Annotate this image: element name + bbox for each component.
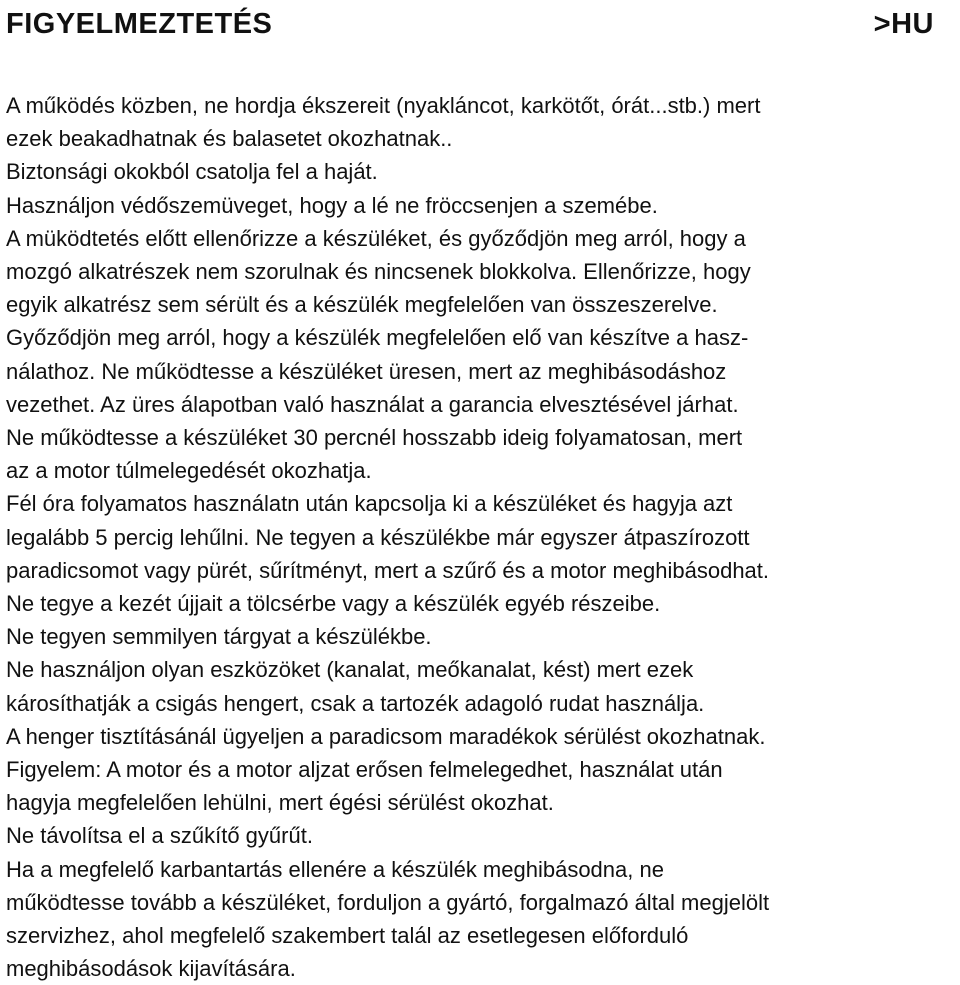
text-line: egyik alkatrész sem sérült és a készülék megfelelően van összeszerelve. (6, 292, 718, 318)
page-header (6, 4, 934, 44)
text-line: Ne használjon olyan eszközöket (kanalat, meőkanalat, kést) mert ezek (6, 657, 694, 683)
page-title: FIGYELMEZTETÉS (6, 7, 273, 40)
warning-text (6, 89, 956, 985)
text-line: Ne tegye a kezét újjait a tölcsérbe vagy a készülék egyéb részeibe. (6, 591, 661, 617)
text-line: hagyja megfelelően lehülni, mert égési sérülést okozhat. (6, 790, 554, 816)
text-line: Ha a megfelelő karbantartás ellenére a készülék meghibásodna, ne (6, 856, 664, 882)
text-line: ezek beakadhatnak és balasetet okozhatnak.. (6, 126, 453, 152)
text-line: Használjon védőszemüveget, hogy a lé ne fröccsenjen a szemébe. (6, 192, 658, 218)
text-line: A müködtetés előtt ellenőrizze a készüléket, és győződjön meg arról, hogy a (6, 225, 746, 251)
text-line: Ne távolítsa el a szűkítő gyűrűt. (6, 823, 313, 849)
text-line: vezethet. Az üres álapotban való használat a garancia elvesztésével járhat. (6, 391, 739, 417)
text-line: mozgó alkatrészek nem szorulnak és nincsenek blokkolva. Ellenőrizze, hogy (6, 259, 751, 285)
text-line: Fél óra folyamatos használatn után kapcsolja ki a készüléket és hagyja azt (6, 491, 733, 517)
text-line: paradicsomot vagy pürét, sűrítményt, mert a szűrő és a motor meghibásodhat. (6, 557, 770, 583)
text-line: Ne működtesse a készüléket 30 percnél hosszabb ideig folyamatosan, mert (6, 425, 743, 451)
text-line: szervizhez, ahol megfelelő szakembert talál az esetlegesen előforduló (6, 923, 689, 949)
text-line: az a motor túlmelegedését okozhatja. (6, 458, 372, 484)
text-line: Ne tegyen semmilyen tárgyat a készülékbe. (6, 624, 432, 650)
text-line: Biztonsági okokból csatolja fel a haját. (6, 159, 378, 185)
text-line: meghibásodások kijavítására. (6, 956, 296, 982)
text-line: Figyelem: A motor és a motor aljzat erősen felmelegedhet, használat után (6, 757, 723, 783)
text-line: legalább 5 percig lehűlni. Ne tegyen a készülékbe már egyszer átpaszírozott (6, 524, 750, 550)
text-line: A működés közben, ne hordja ékszereit (nyakláncot, karkötőt, órát...stb.) mert (6, 93, 761, 118)
text-line: károsíthatják a csigás hengert, csak a tartozék adagoló rudat használja. (6, 690, 705, 716)
language-code: >HU (873, 7, 934, 40)
text-line: működtesse tovább a készüléket, forduljon a gyártó, forgalmazó által megjelölt (6, 889, 770, 915)
text-line: Győződjön meg arról, hogy a készülék megfelelően elő van készítve a hasz- (6, 325, 749, 351)
text-line: nálathoz. Ne működtesse a készüléket üresen, mert az meghibásodáshoz (6, 358, 727, 384)
text-line: A henger tisztításánál ügyeljen a paradicsom maradékok sérülést okozhatnak. (6, 723, 766, 749)
